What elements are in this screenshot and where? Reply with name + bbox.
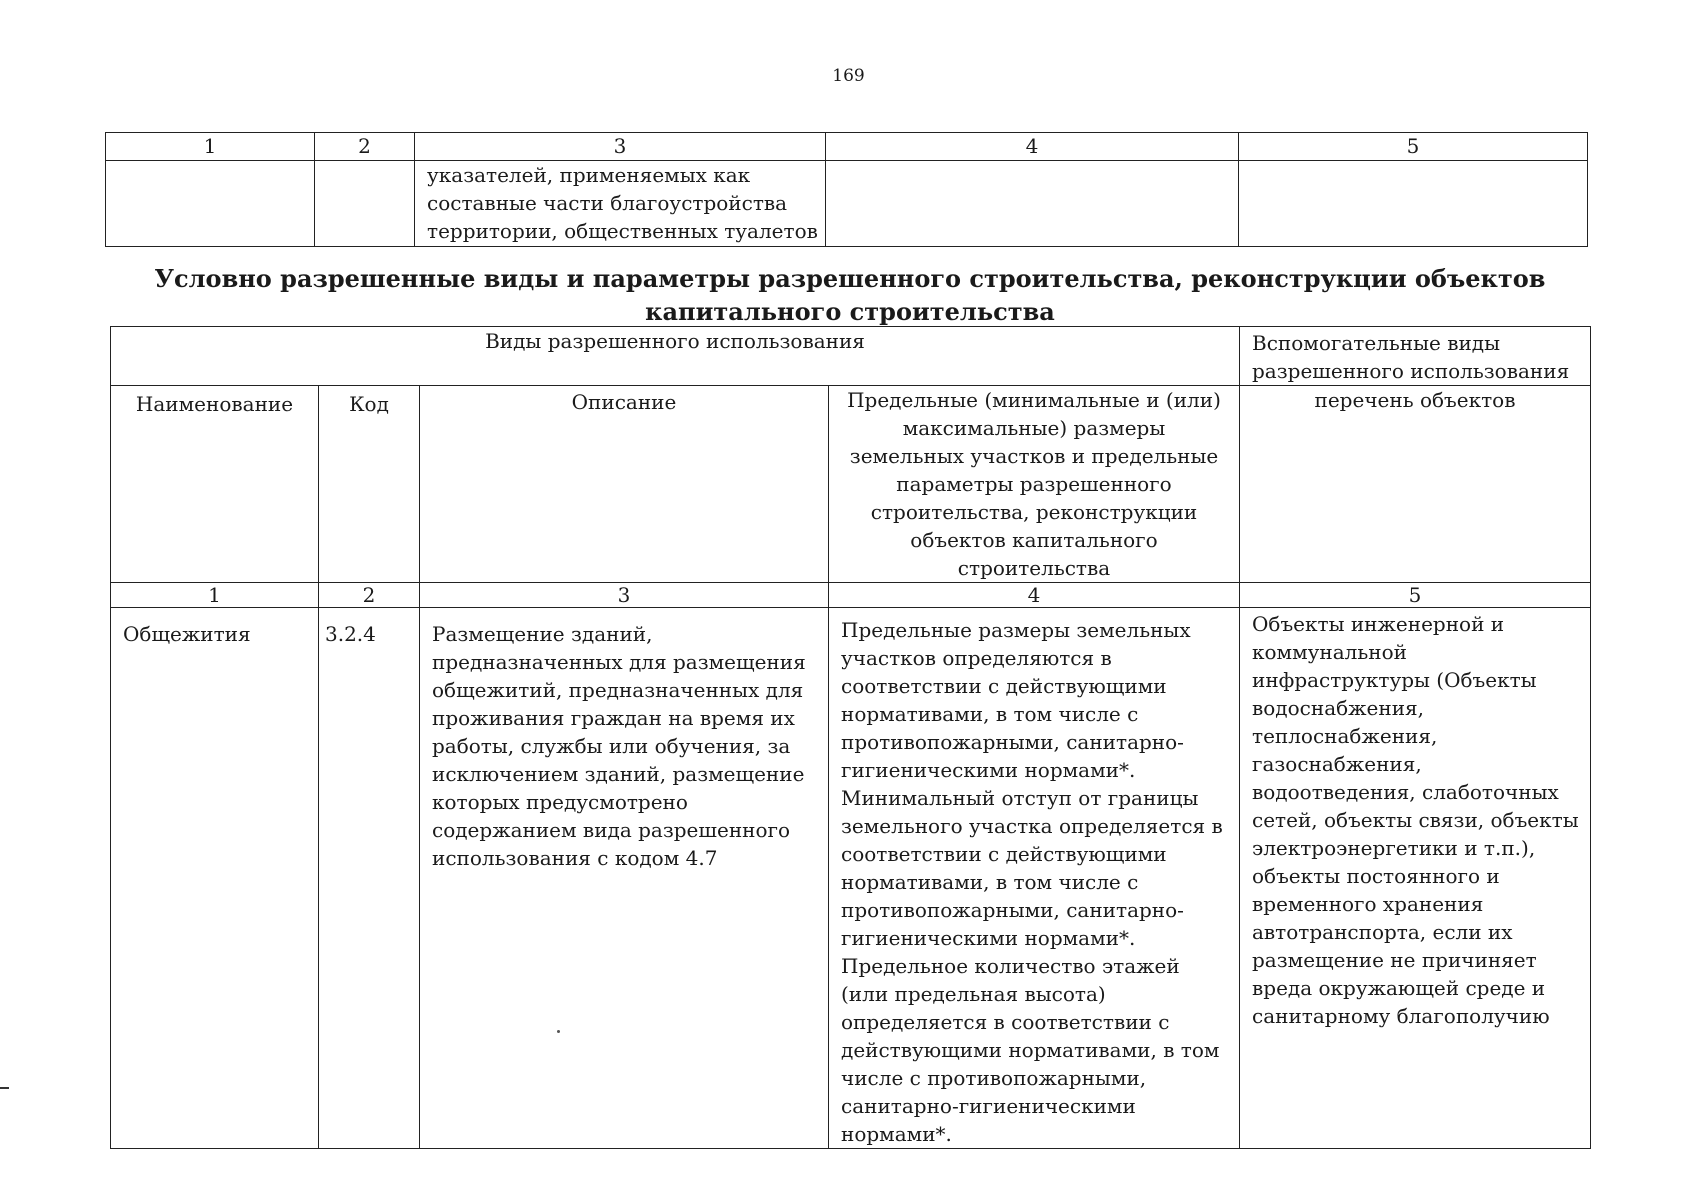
group-header-aux: Вспомогательные виды разрешенного использования <box>1240 327 1591 386</box>
cont-name-cell <box>106 161 315 247</box>
header-code: Код <box>319 386 420 583</box>
column-header-row <box>111 386 1591 583</box>
column-number-row <box>111 583 1591 608</box>
col-number-4: 4 <box>826 133 1239 161</box>
section-title: Условно разрешенные виды и параметры разрешенного строительства, реконструкции объектов капитального строительства <box>154 264 1546 326</box>
col-number-3: 3 <box>415 133 826 161</box>
col-number-5: 5 <box>1239 133 1588 161</box>
col-number-1: 1 <box>106 133 315 161</box>
row-name: Общежития <box>111 608 319 1149</box>
col-number-2: 2 <box>315 133 415 161</box>
cont-params-cell <box>826 161 1239 247</box>
page-number: 169 <box>832 66 865 86</box>
table-row <box>111 608 1591 1149</box>
continuation-table <box>105 132 1588 247</box>
cont-code-cell <box>315 161 415 247</box>
header-description: Описание <box>420 386 829 583</box>
col-number-2: 2 <box>319 583 420 608</box>
margin-mark <box>0 1087 9 1089</box>
row-description: Размещение зданий, предназначенных для размещения общежитий, предназначенных для проживания граждан на время их работы, службы или обучения, за исключением зданий, размещение которых предусмотрено содержанием вида разрешенного использования с кодом 4.7 <box>420 608 829 1149</box>
col-number-4: 4 <box>829 583 1240 608</box>
header-params: Предельные (минимальные и (или) максимальные) размеры земельных участков и предельные параметры разрешенного строительства, реконструкции объектов капитального строительства <box>829 386 1240 583</box>
col-number-5: 5 <box>1240 583 1591 608</box>
col-number-3: 3 <box>420 583 829 608</box>
column-number-row <box>106 133 1588 161</box>
row-code: 3.2.4 <box>319 608 420 1149</box>
cont-aux-cell <box>1239 161 1588 247</box>
land-use-table <box>110 326 1591 1149</box>
col-number-1: 1 <box>111 583 319 608</box>
row-aux: Объекты инженерной и коммунальной инфраструктуры (Объекты водоснабжения, теплоснабжения, газоснабжения, водоотведения, слаботочных сетей, объекты связи, объекты электроэнергетики и т.п.), объекты постоянного и временного хранения автотранспорта, если их размещение не причиняет вреда окружающей среде и санитарному благополучию <box>1240 608 1591 1149</box>
header-aux-list: перечень объектов <box>1240 386 1591 583</box>
cont-description-cell: указателей, применяемых как составные части благоустройства территории, общественных туалетов <box>415 161 826 247</box>
row-params: Предельные размеры земельных участков определяются в соответствии с действующими нормативами, в том числе с противопожарными, санитарно-гигиеническими нормами*. Минимальный отступ от границы земельного участка определяется в соответствии с действующими нормативами, в том числе с противопожарными, санитарно-гигиеническими нормами*. Предельное количество этажей (или предельная высота) определяется в соответствии с действующими нормативами, в том числе с противопожарными, санитарно-гигиеническими нормами*. <box>829 608 1240 1149</box>
continuation-row <box>106 161 1588 247</box>
group-header-row <box>111 327 1591 386</box>
group-header-main: Виды разрешенного использования <box>111 327 1240 386</box>
scan-speck <box>557 1030 560 1033</box>
header-name: Наименование <box>111 386 319 583</box>
